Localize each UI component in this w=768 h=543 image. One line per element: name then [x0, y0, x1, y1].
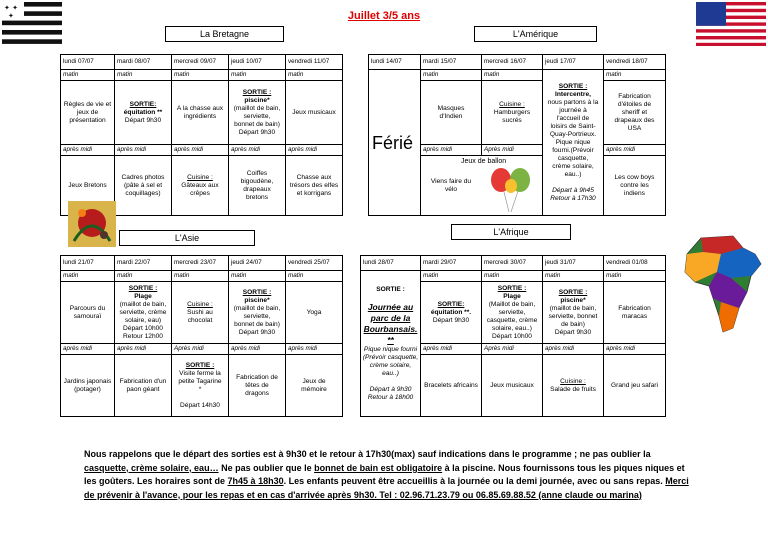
africa-map-icon — [681, 232, 765, 336]
intercentre-cell: SORTIE : Intercentre, nous partons à la journée à l'accueil de loisirs de Saint- Quay-Portrieux. Pique nique fourni.(Prévoir casquette, crème solaire, eau..) Départ à 9h45 Retour à 17h30 — [543, 70, 604, 216]
apres-label: après midi — [229, 344, 286, 355]
day-header: jeudi 17/07 — [543, 55, 604, 70]
activity-cell: Chasse aux trésors des elfes et korrigans — [286, 156, 343, 216]
matin-label: matin — [604, 271, 666, 282]
activity-cell: Masques d'Indien — [421, 81, 482, 145]
apres-label: Après midi — [482, 344, 543, 355]
day-header: lundi 07/07 — [61, 55, 115, 70]
activity-cell: Fabrication de têtes de dragons — [229, 355, 286, 417]
bretagne-flag-icon — [2, 2, 62, 44]
activity-cell: Fabrication d'étoiles de sheriff et drapeaux des USA — [604, 81, 666, 145]
activity-cell: Cuisine : Salade de fruits — [543, 355, 604, 417]
activity-cell: SORTIE : piscine* (maillot de bain, serviette, bonnet de bain) Départ 9h30 — [229, 81, 286, 145]
bretagne-days-row — [61, 55, 343, 70]
apres-label: après midi — [604, 145, 666, 156]
matin-label: matin — [115, 70, 172, 81]
matin-label: matin — [421, 271, 482, 282]
apres-label: après midi — [115, 145, 172, 156]
day-header: vendredi 11/07 — [286, 55, 343, 70]
region-amerique-label: L'Amérique — [474, 26, 597, 42]
info-note: Nous rappelons que le départ des sorties est à 9h30 et le retour à 17h30(max) sauf indications dans le programme ; ne pas oublier la casquette, crème solaire, eau… Ne pas oublier que le bonnet de bain est obligatoire à la piscine. Nous fournissons tous les piques niques et les goûters. Les horaires sont de 7h45 à 18h30. Les enfants peuvent être accueillis à la journée ou la demi journée, avec ou sans repas. Merci de prévenir à l'avance, pour les repas et en cas d'arrivée après 9h30. Tel : 02.96.71.23.79 ou 06.85.69.88.52 (anne claude ou marina) — [84, 449, 689, 500]
day-header: vendredi 25/07 — [286, 256, 343, 271]
apres-label: après midi — [61, 344, 115, 355]
activity-cell: Cuisine : Hamburgers sucrés — [482, 81, 543, 145]
day-header: mercredi 30/07 — [482, 256, 543, 271]
matin-label: matin — [229, 271, 286, 282]
afrique-schedule-table — [360, 255, 666, 417]
region-afrique-label: L'Afrique — [451, 224, 571, 240]
day-header: mercredi 23/07 — [172, 256, 229, 271]
day-header: mercredi 16/07 — [482, 55, 543, 70]
apres-label: après midi — [172, 145, 229, 156]
activity-cell: Jardins japonais (potager) — [61, 355, 115, 417]
day-header: vendredi 01/08 — [604, 256, 666, 271]
apres-label: après midi — [286, 344, 343, 355]
matin-label: matin — [115, 271, 172, 282]
matin-label: matin — [61, 271, 115, 282]
asian-painting-icon — [68, 201, 116, 247]
balloons-icon — [487, 168, 535, 214]
apres-label: après midi — [543, 344, 604, 355]
activity-cell: Fabrication maracas — [604, 282, 666, 344]
day-header: jeudi 24/07 — [229, 256, 286, 271]
activity-cell: A la chasse aux ingrédients — [172, 81, 229, 145]
asie-schedule-table — [60, 255, 343, 417]
velo-activity: Viens faire du vélo — [430, 178, 472, 193]
apres-label: après midi — [421, 145, 482, 156]
activity-cell: Règles de vie et jeux de présentation — [61, 81, 115, 145]
bretagne-schedule-table — [60, 54, 343, 216]
matin-label: matin — [172, 70, 229, 81]
activity-cell: SORTIE : Plage (maillot de bain, serviette, crème solaire, eau) Départ 10h00 Retour 12h00 — [115, 282, 172, 344]
matin-label: matin — [604, 70, 666, 81]
page-title: Juillet 3/5 ans — [347, 10, 421, 22]
day-header: mardi 29/07 — [421, 256, 482, 271]
activity-cell: Les cow boys contre les indiens — [604, 156, 666, 216]
apres-label: après midi — [115, 344, 172, 355]
activity-cell: Cuisine : Gâteaux aux crêpes — [172, 156, 229, 216]
activity-cell: SORTIE : piscine* (maillot de bain, serviette, bonnet de bain) Départ 9h30 — [543, 282, 604, 344]
activity-cell: Parcours du samouraï — [61, 282, 115, 344]
day-header: jeudi 31/07 — [543, 256, 604, 271]
apres-label: après midi — [229, 145, 286, 156]
day-header: lundi 21/07 — [61, 256, 115, 271]
matin-label: matin — [172, 271, 229, 282]
activity-cell: Jeux Bretons — [61, 156, 115, 216]
day-header: lundi 28/07 — [361, 256, 421, 271]
activity-cell: Cuisine : Sushi au chocolat — [172, 282, 229, 344]
activity-cell: Jeux musicaux — [286, 81, 343, 145]
day-header: mercredi 09/07 — [172, 55, 229, 70]
activity-cell: Coiffes bigoudène, drapeaux bretons — [229, 156, 286, 216]
activity-cell: Yoga — [286, 282, 343, 344]
apres-label: après midi — [286, 145, 343, 156]
matin-label: matin — [229, 70, 286, 81]
ferie-cell: Férié — [369, 70, 421, 216]
matin-label: matin — [543, 271, 604, 282]
matin-label: matin — [286, 271, 343, 282]
matin-label: matin — [482, 271, 543, 282]
amerique-schedule-table — [368, 54, 666, 216]
apres-label: après midi — [61, 145, 115, 156]
activity-cell: SORTIE : Plage (Maillot de bain, serviette, casquette, crème solaire, eau..) Départ 10h00 — [482, 282, 543, 344]
matin-label: matin — [482, 70, 543, 81]
svg-text:✦: ✦ — [8, 12, 14, 20]
activity-cell: Jeux musicaux — [482, 355, 543, 417]
day-header: mardi 08/07 — [115, 55, 172, 70]
region-bretagne-label: La Bretagne — [165, 26, 284, 42]
velo-ballon-cell — [421, 156, 543, 216]
activity-cell: SORTIE: équitation ** Départ 9h30 — [115, 81, 172, 145]
day-header: jeudi 10/07 — [229, 55, 286, 70]
svg-text:✦ ✦: ✦ ✦ — [4, 4, 18, 12]
activity-cell: SORTIE : piscine* (maillot de bain, serviette, bonnet de bain) Départ 9h30 — [229, 282, 286, 344]
matin-label: matin — [61, 70, 115, 81]
balloon-label: Jeux de ballon — [461, 158, 507, 165]
activity-cell: Jeux de mémoire — [286, 355, 343, 417]
usa-flag-icon — [696, 2, 766, 46]
activity-cell: Cadres photos (pâte à sel et coquillages) — [115, 156, 172, 216]
day-header: mardi 22/07 — [115, 256, 172, 271]
activity-cell: SORTIE: équitation **. Départ 9h30 — [421, 282, 482, 344]
apres-label: Après midi — [172, 344, 229, 355]
apres-label: Après midi — [482, 145, 543, 156]
matin-label: matin — [421, 70, 482, 81]
matin-label: matin — [286, 70, 343, 81]
day-header: lundi 14/07 — [369, 55, 421, 70]
region-asie-label: L'Asie — [119, 230, 255, 246]
apres-label: après midi — [604, 344, 666, 355]
apres-label: après midi — [421, 344, 482, 355]
activity-cell: SORTIE : Visite ferme la petite Tagarine * Départ 14h30 — [172, 355, 229, 417]
activity-cell: Bracelets africains — [421, 355, 482, 417]
bourbansais-cell: SORTIE : Journée au parc de la Bourbansais. ** Pique nique fourni (Prévoir casquette, crème solaire, eau..) Départ à 9h30 Retour à 18h00 — [361, 271, 421, 417]
activity-cell: Fabrication d'un paon géant — [115, 355, 172, 417]
day-header: vendredi 18/07 — [604, 55, 666, 70]
activity-cell: Grand jeu safari — [604, 355, 666, 417]
day-header: mardi 15/07 — [421, 55, 482, 70]
